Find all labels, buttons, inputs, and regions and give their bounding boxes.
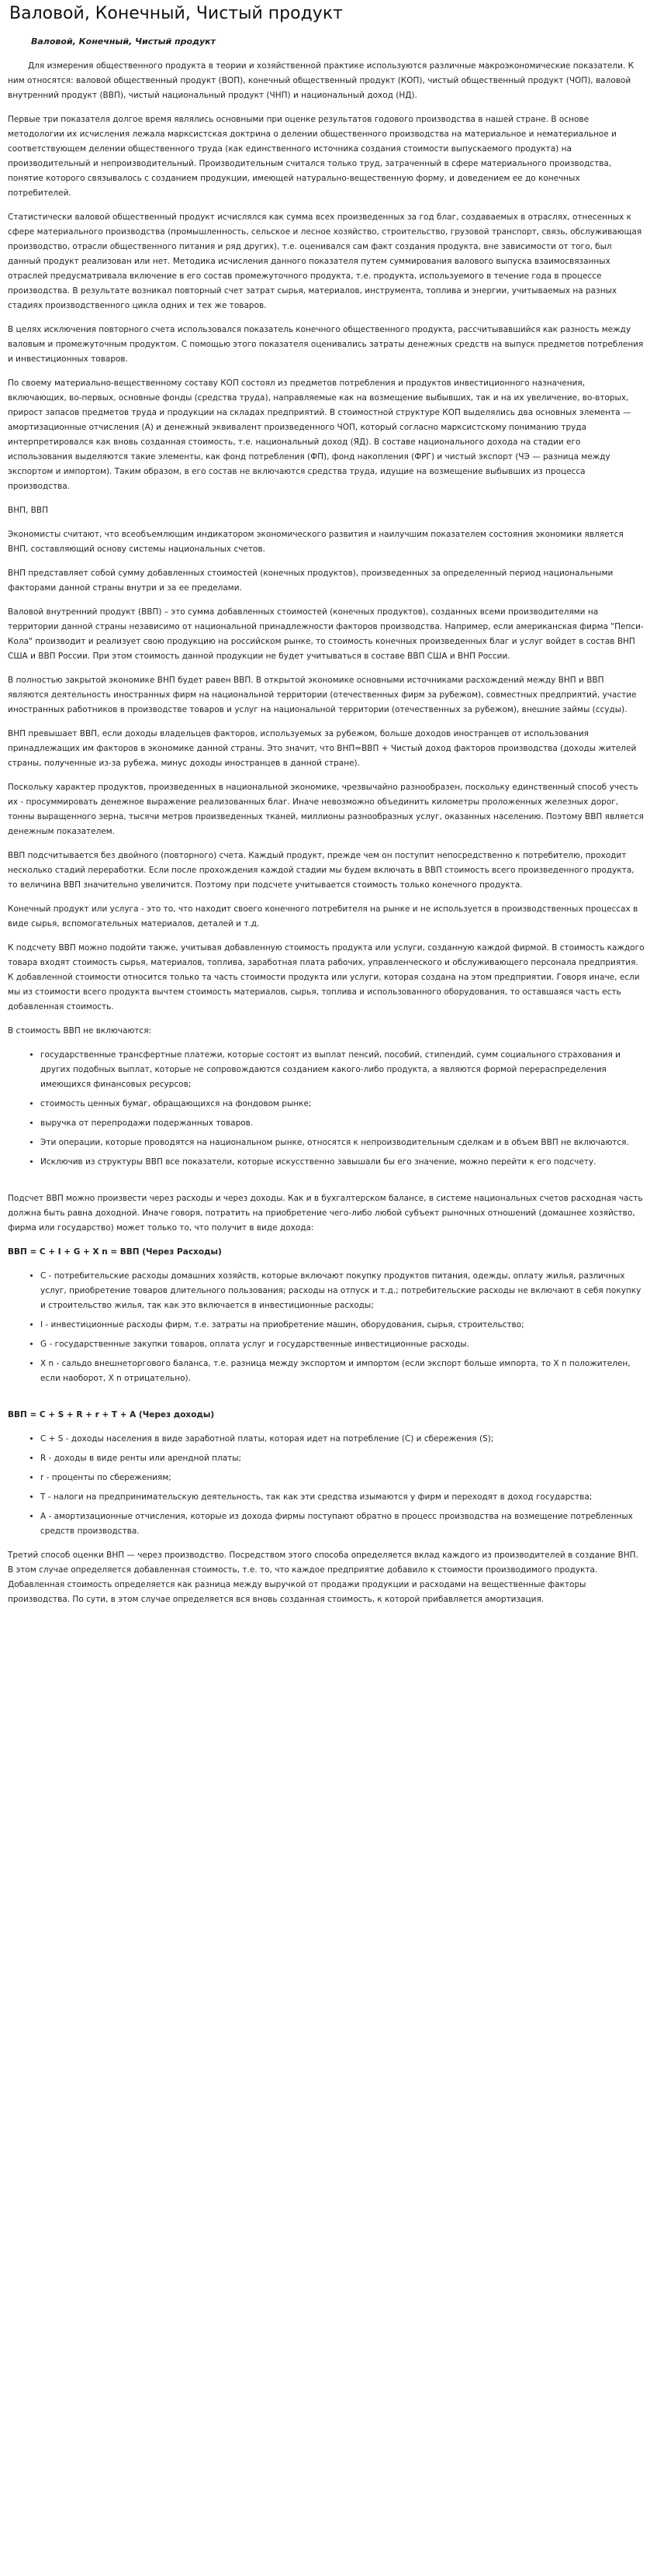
paragraph: Валовой внутренний продукт (ВВП) – это сумма добавленных стоимостей (конечных продуктов), созданных всеми производителями на территории данной страны независимо от национальной принадлежности факторов производства. Например, если американская фирма "Пепси-Кола" производит и реализует свою продукцию на российском рынке, то стоимость конечных произведенных благ и услуг войдет в состав ВНП США и ВВП России. При этом стоимость данной продукции не будет учитываться в составе ВВП США и ВНП России. [8, 607, 644, 661]
paragraph: По своему материально-вещественному составу КОП состоял из предметов потребления и продуктов инвестиционного назначения, включающих, во-первых, основные фонды (средства труда), направляемые как на возмещение выбывших, так и на их увеличение, во-вторых, прирост запасов предметов труда и продукции на складах предприятий. В стоимостной структуре КОП выделялись два основных элемента — амортизационные отчисления (А) и денежный эквивалент произведенного ЧОП, который согласно марксистскому пониманию труда интерпретировался как вновь созданная стоимость, т.е. национальный доход (ЯД). В составе национального дохода на стадии его использования выделяются такие элементы, как фонд потребления (ФП), фонд накопления (ФРГ) и чистый экспорт (ЧЭ — разница между экспортом и импортом). Таким образом, в его состав не включаются средства труда, идущие на возмещение выбывших из процесса производства. [8, 379, 631, 491]
list-item: • государственные трансфертные платежи, которые состоят из выплат пенсий, пособий, стипендий, сумм социального страхования и других подобных выплат, которые не сопровождаются созданием какого-либо продукта, а являются формой перераспределения имеющихся финансовых ресурсов; [40, 1048, 649, 1092]
income-list [8, 1432, 649, 1539]
paragraph: К подсчету ВВП можно подойти также, учитывая добавленную стоимость продукта или услуги, созданную каждой фирмой. В стоимость каждого товара входят стоимость сырья, материалов, топлива, заработная плата рабочих, управленческого и обслуживающего персонала предприятия. К добавленной стоимости относится только та часть стоимости продукта или услуги, которая создана на этом предприятии. Говоря иначе, если мы из стоимости всего продукта вычтем стоимость материалов, сырья, топлива и использованного оборудования, то оставшаяся часть есть добавленная стоимость. [8, 943, 645, 1011]
paragraph: ВНП представляет собой сумму добавленных стоимостей (конечных продуктов), произведенных за определенный период национальными факторами данной страны внутри и за ее пределами. [8, 569, 614, 593]
paragraph: Поскольку характер продуктов, произведенных в национальной экономике, чрезвычайно разнообразен, поскольку единственный способ учесть их - просуммировать денежное выражение реализованных благ. Иначе невозможно объединить километры проложенных железных дорог, тонны выращенного зерна, тысячи метров произведенных тканей, миллионы разнообразных услуг, оказанных населению. Поэтому ВВП является денежным показателем. [8, 783, 644, 836]
list-item: • I - инвестиционные расходы фирм, т.е. затраты на приобретение машин, оборудования, сырья, строительство; [40, 1318, 649, 1333]
formula-income: ВВП = C + S + R + r + T + A (Через доходы) [8, 1410, 215, 1419]
formula-expenditure: ВВП = C + I + G + X n = ВВП (Через Расходы) [8, 1247, 222, 1257]
list-item: • C + S - доходы населения в виде заработной платы, которая идет на потребление (C) и сбережения (S); [40, 1432, 649, 1447]
paragraph: Первые три показателя долгое время являлись основными при оценке результатов годового производства в нашей стране. В основе методологии их исчисления лежала марксистская доктрина о делении общественного производства на материальное и нематериальное и соответствующем делении общественного труда (как единственного источника создания стоимости выпускаемого продукта) на производительный и непроизводительный. Производительным считался только труд, затраченный в сфере материального производства, понятие которого связывалось с созданием продукции, имеющей натурально-вещественную форму, и доведением ее до конечных потребителей. [8, 115, 617, 198]
excluded-items-list [8, 1048, 649, 1170]
paragraph: Конечный продукт или услуга - это то, что находит своего конечного потребителя на рынке и не используется в производственных процессах в виде сырья, вспомогательных материалов, деталей и т.д. [8, 904, 638, 928]
list-item: • r - проценты по сбережениям; [40, 1471, 649, 1485]
list-item: • Эти операции, которые проводятся на национальном рынке, относятся к непроизводительным сделкам и в объем ВВП не включаются. [40, 1136, 649, 1150]
list-item: • выручка от перепродажи подержанных товаров. [40, 1116, 649, 1131]
paragraph: ВВП подсчитывается без двойного (повторного) счета. Каждый продукт, прежде чем он поступит непосредственно к потребителю, проходит несколько стадий переработки. Если после прохождения каждой стадии мы будем включать в ВВП стоимость всего произведенного продукта, то величина ВВП значительно увеличится. Поэтому при подсчете учитывается стоимость только конечного продукта. [8, 851, 635, 890]
section-heading: ВНП, ВВП [8, 506, 48, 515]
list-item: • стоимость ценных бумаг, обращающихся на фондовом рынке; [40, 1097, 649, 1112]
list-item: • Исключив из структуры ВВП все показатели, которые искусственно завышали бы его значение, можно перейти к его подсчету. [40, 1155, 649, 1170]
article-subtitle: Валовой, Конечный, Чистый продукт [31, 36, 216, 47]
list-item: • R - доходы в виде ренты или арендной платы; [40, 1451, 649, 1466]
page-title: Валовой, Конечный, Чистый продукт [9, 4, 343, 23]
paragraph: В полностью закрытой экономике ВНП будет равен ВВП. В открытой экономике основными источниками расхождений между ВНП и ВВП являются деятельность иностранных фирм на национальной территории (отечественных фирм за рубежом), совместных предприятий, участие иностранных работников в производстве товаров и услуг на национальной территории (отечественных за рубежом), внешние займы (ссуды). [8, 676, 637, 714]
list-item: • G - государственные закупки товаров, оплата услуг и государственные инвестиционные расходы. [40, 1337, 649, 1352]
list-item: • C - потребительские расходы домашних хозяйств, которые включают покупку продуктов питания, одежды, оплату жилья, различных услуг, приобретение товаров длительного пользования; расходы на отпуск и т.д.; потребительские расходы не включают в себя покупку и строительство жилья, так как это включается в инвестиционные расходы; [40, 1269, 649, 1313]
paragraph: Экономисты считают, что всеобъемлющим индикатором экономического развития и наилучшим показателем состояния экономики является ВНП, составляющий основу системы национальных счетов. [8, 530, 624, 554]
paragraph: Третий способ оценки ВНП — через производство. Посредством этого способа определяется вклад каждого из производителей в создание ВНП. В этом случае определяется добавленная стоимость, т.е. то, что каждое предприятие добавило к стоимости производимого продукта. Добавленная стоимость определяется как разница между выручкой от продажи продукции и расходами на вещественные факторы производства. По сути, в этом случае определяется вся вновь созданная стоимость, к которой прибавляется амортизация. [8, 1551, 638, 1604]
paragraph: В стоимость ВВП не включаются: [8, 1026, 152, 1036]
paragraph: ВНП превышает ВВП, если доходы владельцев факторов, используемых за рубежом, больше доходов иностранцев от использования принадлежащих им факторов в экономике данной страны. Это значит, что ВНП=ВВП + Чистый доход факторов производства (доходы жителей страны, полученные из-за рубежа, минус доходы иностранцев в данной стране). [8, 729, 637, 768]
paragraph: Статистически валовой общественный продукт исчислялся как сумма всех произведенных за год благ, создаваемых в отраслях, отнесенных к сфере материального производства (промышленность, сельское и лесное хозяйство, строительство, грузовой транспорт, связь, обслуживающая производство, отрасли общественного питания и ряд других), т.е. оценивался сам факт создания продукта, вне зависимости от того, был данный продукт реализован или нет. Методика исчисления данного показателя путем суммирования валового выпуска взаимосвязанных отраслей предусматривала включение в его состав промежуточного продукта, т.е. продукта, используемого в течение года в процессе производства. В результате возникал повторный счет затрат сырья, материалов, инструмента, топлива и энергии, учитываемых на разных стадиях производственного цикла одних и тех же товаров. [8, 213, 642, 310]
list-item: • A - амортизационные отчисления, которые из дохода фирмы поступают обратно в процесс производства на возмещение потребленных средств производства. [40, 1509, 649, 1539]
list-item: • X n - сальдо внешнеторгового баланса, т.е. разница между экспортом и импортом (если экспорт больше импорта, то X n положителен, если наоборот, X n отрицательно). [40, 1357, 649, 1386]
expenditure-list [8, 1269, 649, 1386]
paragraph: В целях исключения повторного счета использовался показатель конечного общественного продукта, рассчитывавшийся как разность между валовым и промежуточным продуктом. С помощью этого показателя оценивались затраты денежных средств на выпуск предметов потребления и инвестиционных товаров. [8, 325, 644, 364]
paragraph: Для измерения общественного продукта в теории и хозяйственной практике используются различные макроэкономические показатели. К ним относятся: валовой общественный продукт (ВОП), конечный общественный продукт (КОП), чистый общественный продукт (ЧОП), валовой внутренний продукт (ВВП), чистый национальный продукт (ЧНП) и национальный доход (НД). [8, 61, 635, 100]
paragraph: Подсчет ВВП можно произвести через расходы и через доходы. Как и в бухгалтерском балансе, в системе национальных счетов расходная часть должна быть равна доходной. Иначе говоря, потратить на приобретение чего-либо любой субъект рыночных отношений (домашнее хозяйство, фирма или государство) может только то, что получит в виде дохода: [8, 1194, 643, 1233]
list-item: • T - налоги на предпринимательскую деятельность, так как эти средства изымаются у фирм и переходят в доход государства; [40, 1490, 649, 1505]
article [0, 3, 657, 1632]
